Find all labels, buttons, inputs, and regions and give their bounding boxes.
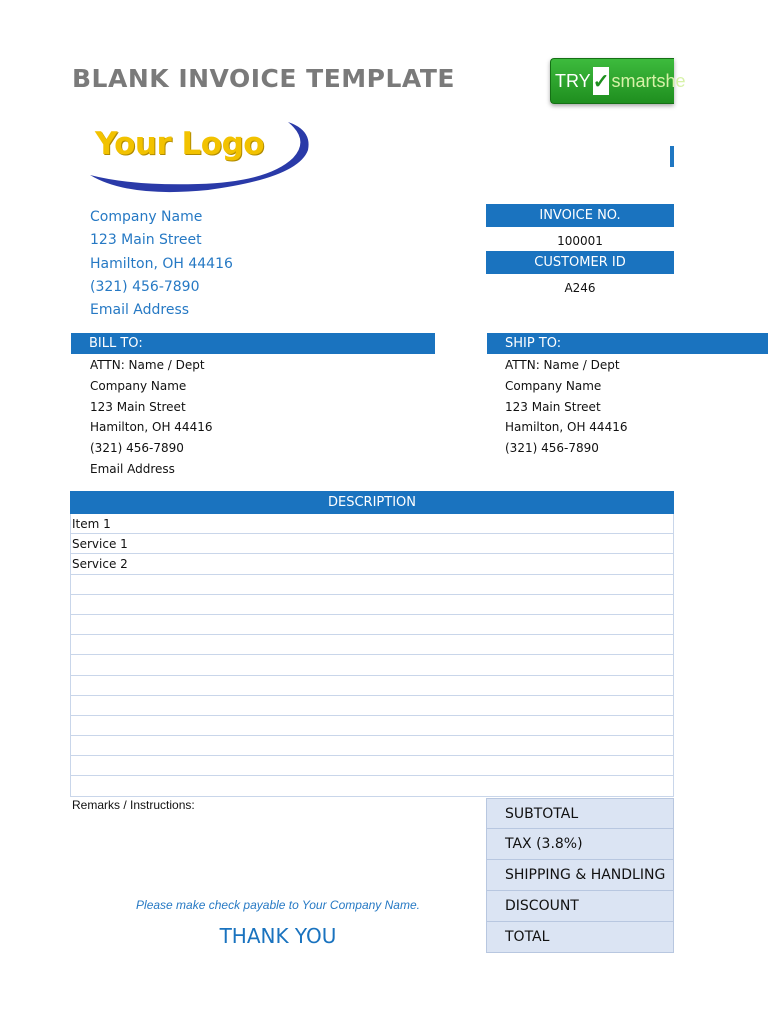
bill-to-line: (321) 456-7890 — [90, 441, 184, 456]
ship-to-header: SHIP TO: — [487, 333, 768, 354]
totals-row: TOTAL — [486, 922, 674, 953]
invoice-number-label: INVOICE NO. — [486, 204, 674, 227]
payable-note: Please make check payable to Your Company Name. — [136, 898, 420, 912]
customer-id-label: CUSTOMER ID — [486, 251, 674, 274]
description-row[interactable] — [70, 736, 674, 756]
company-line: Hamilton, OH 44416 — [90, 255, 233, 272]
description-row[interactable] — [70, 595, 674, 615]
checkmark-icon: ✓ — [593, 67, 610, 95]
bill-to-line: Hamilton, OH 44416 — [90, 420, 213, 435]
invoice-number-value: 100001 — [557, 234, 603, 248]
description-row[interactable] — [70, 776, 674, 796]
document-title: BLANK INVOICE TEMPLATE — [72, 64, 455, 93]
ship-to-line: 123 Main Street — [505, 399, 601, 414]
company-line: Company Name — [90, 209, 203, 225]
totals-row: DISCOUNT — [486, 891, 674, 922]
company-line: 123 Main Street — [90, 232, 202, 249]
description-row[interactable] — [70, 655, 674, 675]
bill-to-line: 123 Main Street — [90, 399, 186, 414]
description-row[interactable] — [70, 575, 674, 595]
badge-brand-label: smartshe — [611, 70, 686, 91]
ship-to-line: Hamilton, OH 44416 — [505, 420, 628, 435]
logo-text: Your Logo — [95, 126, 265, 162]
badge-try-label: TRY — [555, 70, 591, 91]
description-table — [70, 514, 674, 797]
ship-to-line: ATTN: Name / Dept — [505, 358, 620, 372]
description-row[interactable] — [70, 676, 674, 696]
description-row[interactable] — [70, 756, 674, 776]
totals-row: SUBTOTAL — [486, 798, 674, 829]
totals-row: TAX (3.8%) — [486, 829, 674, 860]
description-row[interactable] — [70, 696, 674, 716]
bill-to-line: Email Address — [90, 462, 175, 476]
description-header: DESCRIPTION — [70, 491, 674, 514]
ship-to-line: Company Name — [505, 378, 602, 393]
thank-you-text: THANK YOU — [219, 924, 337, 948]
bill-to-line: ATTN: Name / Dept — [90, 358, 205, 372]
company-line: Email Address — [90, 302, 190, 319]
description-row[interactable]: Service 1 — [70, 534, 674, 554]
invoice-heading-fragment — [670, 146, 674, 167]
totals-row: SHIPPING & HANDLING — [486, 860, 674, 891]
remarks-label: Remarks / Instructions: — [72, 798, 195, 812]
description-row[interactable] — [70, 615, 674, 635]
customer-id-value: A246 — [564, 281, 596, 295]
description-row[interactable]: Item 1 — [70, 514, 674, 534]
bill-to-line: Company Name — [90, 378, 187, 393]
totals-table — [486, 798, 674, 953]
bill-to-header: BILL TO: — [71, 333, 435, 354]
description-row[interactable] — [70, 635, 674, 655]
description-row[interactable] — [70, 716, 674, 736]
try-smartsheet-button[interactable] — [550, 58, 686, 104]
company-line: (321) 456-7890 — [90, 278, 200, 295]
ship-to-line: (321) 456-7890 — [505, 441, 599, 456]
description-row[interactable]: Service 2 — [70, 554, 674, 574]
